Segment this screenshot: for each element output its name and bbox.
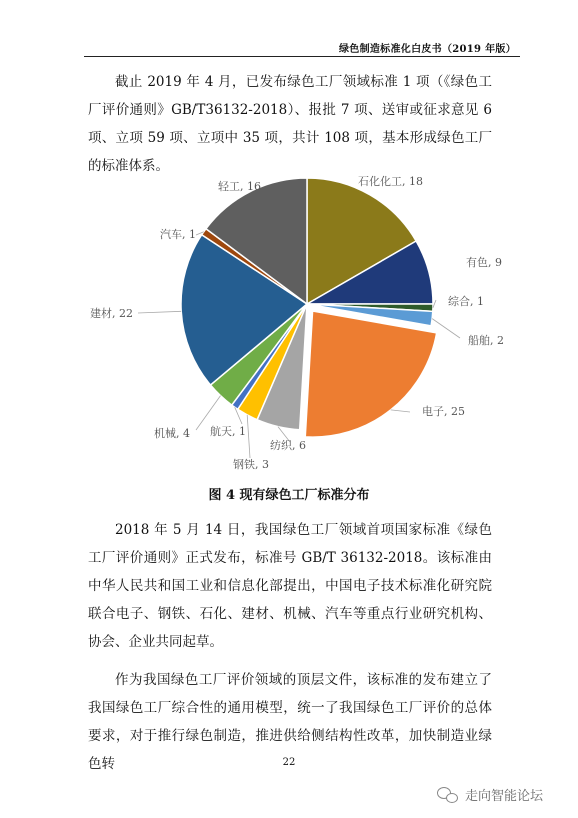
pie-label-11: 汽车, 1 <box>160 228 196 241</box>
pie-label-5: 电子, 25 <box>422 405 465 418</box>
pie-slice-5 <box>305 311 436 437</box>
pie-label-12: 轻工, 16 <box>218 180 261 193</box>
leader-line-10 <box>138 311 181 313</box>
pie-label-9: 机械, 4 <box>154 427 190 440</box>
pie-chart <box>80 172 504 482</box>
paragraph-standards-count: 截止 2019 年 4 月，已发布绿色工厂领域标准 1 项（《绿色工厂评价通则》GB/T36132-2018）、报批 7 项、送审或征求意见 6 项、立项 59 项、立项中 35 项，共计 108 项，基本形成绿色工厂的标准体系。 <box>88 74 492 174</box>
watermark-text: 走向智能论坛 <box>465 789 544 804</box>
leader-line-5 <box>391 410 410 412</box>
pie-label-6: 纺织, 6 <box>270 439 306 452</box>
pie-label-1: 石化化工, 18 <box>358 175 423 188</box>
watermark <box>437 785 543 804</box>
leader-line-7 <box>247 415 250 458</box>
pie-label-8: 航天, 1 <box>210 425 246 438</box>
pie-label-10: 建材, 22 <box>90 307 133 320</box>
pie-label-4: 船舶, 2 <box>468 334 504 347</box>
header-rule <box>84 56 520 57</box>
pie-label-2: 有色, 9 <box>466 256 502 269</box>
document-header: 绿色制造标准化白皮书（2019 年版） <box>338 44 516 55</box>
pie-slices <box>181 178 437 437</box>
paragraph-standard-significance: 作为我国绿色工厂评价领域的顶层文件，该标准的发布建立了我国绿色工厂综合性的通用模型，统一了我国绿色工厂评价的总体要求，对于推行绿色制造，推进供给侧结构性改革，加快制造业绿色转 <box>88 672 492 772</box>
pie-label-7: 钢铁, 3 <box>233 458 269 471</box>
page-number: 22 <box>282 757 296 768</box>
wechat-icon <box>437 787 459 803</box>
pie-label-3: 综合, 1 <box>448 295 484 308</box>
figure-caption: 图 4 现有绿色工厂标准分布 <box>208 488 370 503</box>
paragraph-standard-release: 2018 年 5 月 14 日，我国绿色工厂领域首项国家标准《绿色工厂评价通则》正式发布，标准号 GB/T 36132-2018。该标准由中华人民共和国工业和信息化部提出，中国电子技术标准化研究院联合电子、钢铁、石化、建材、机械、汽车等重点行业研究机构、协会、企业共同起草。 <box>88 522 492 650</box>
